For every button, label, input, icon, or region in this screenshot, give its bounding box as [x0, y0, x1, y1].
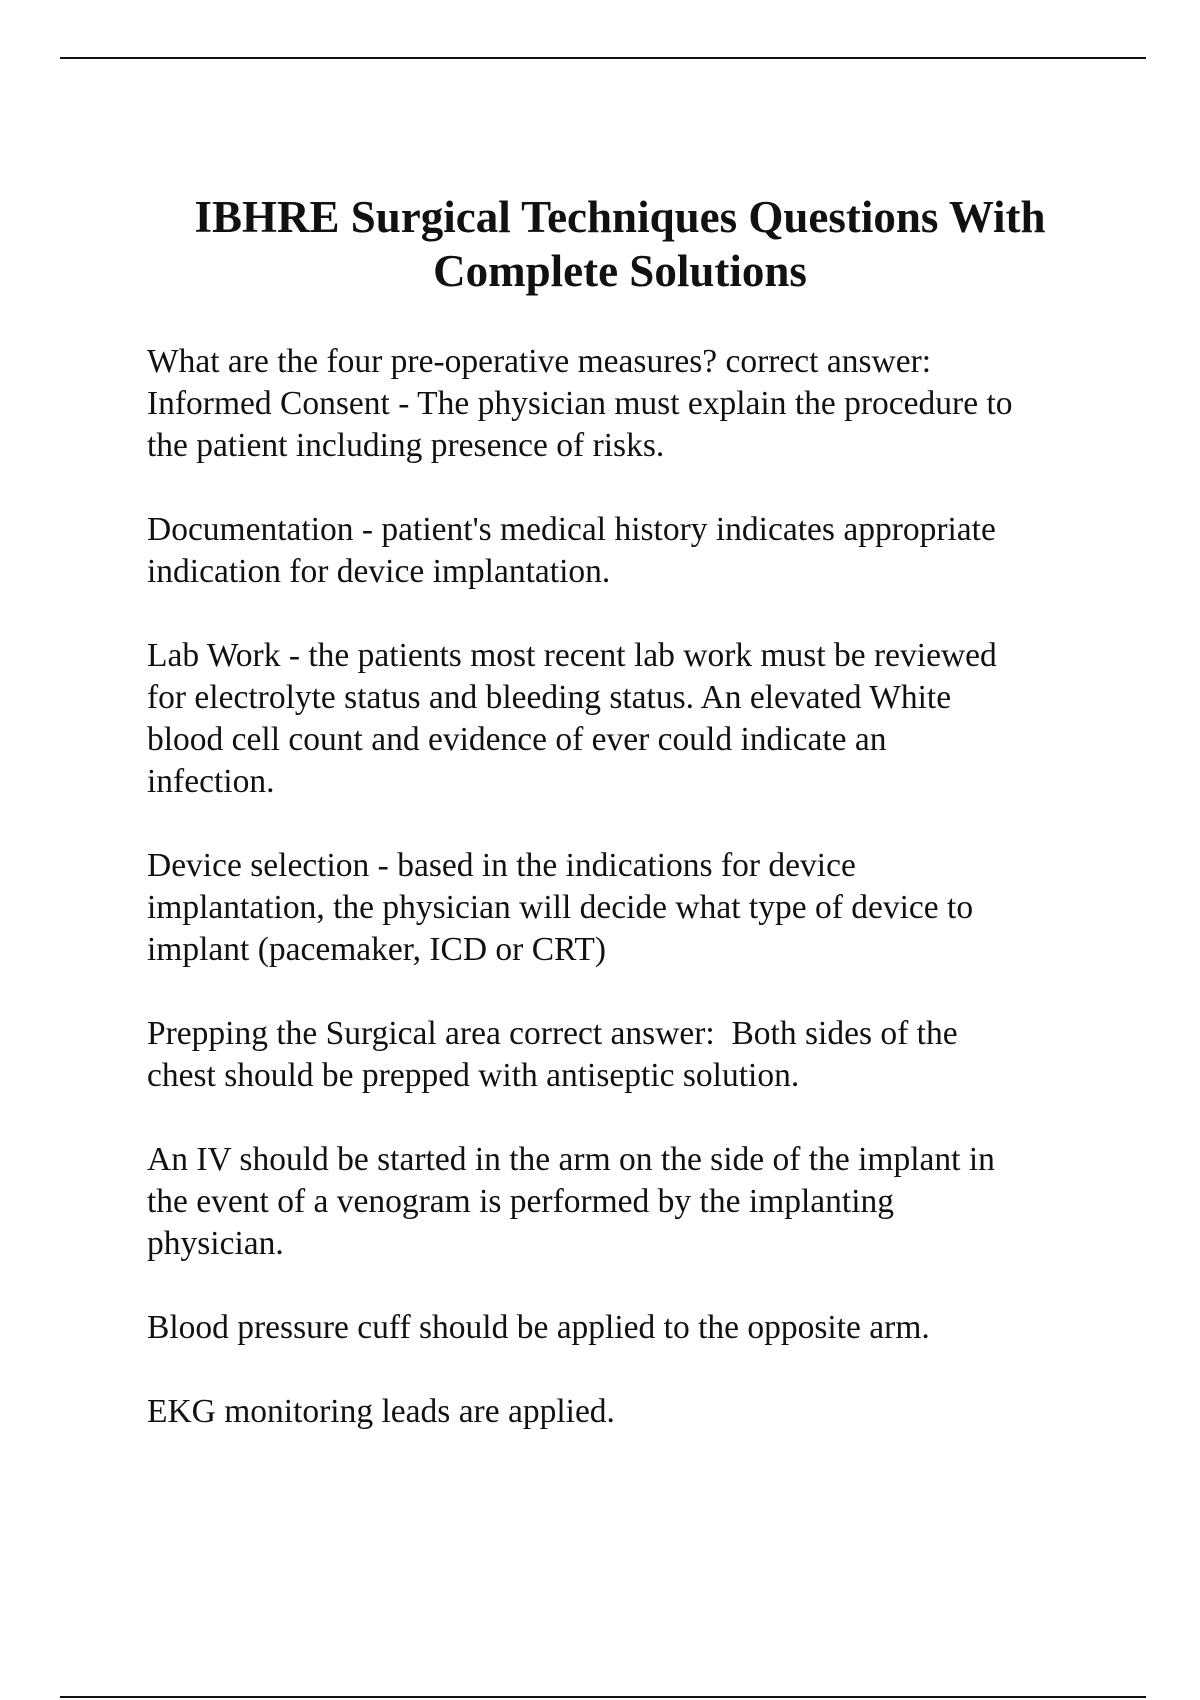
- paragraph-line: blood cell count and evidence of ever could indicate an: [147, 721, 887, 758]
- paragraph-line: infection.: [147, 763, 275, 800]
- paragraph-line: Blood pressure cuff should be applied to the opposite arm.: [147, 1309, 930, 1346]
- paragraph: [147, 341, 1147, 467]
- title-line: Complete Solutions: [433, 246, 807, 296]
- header-rule: [60, 57, 1146, 59]
- paragraph-line: physician.: [147, 1225, 284, 1262]
- footer-rule: [60, 1696, 1146, 1698]
- title-line: IBHRE Surgical Techniques Questions With: [194, 192, 1046, 242]
- paragraph-line: implantation, the physician will decide what type of device to: [147, 889, 974, 926]
- paragraph-line: implant (pacemaker, ICD or CRT): [147, 931, 606, 968]
- paragraph-line: Documentation - patient's medical history indicates appropriate: [147, 511, 996, 548]
- paragraph: [147, 635, 1147, 803]
- paragraph-line: What are the four pre-operative measures? correct answer:: [147, 343, 932, 380]
- paragraph: [147, 1307, 1147, 1349]
- paragraph-line: Prepping the Surgical area correct answer: Both sides of the: [147, 1015, 958, 1052]
- paragraph: [147, 509, 1147, 593]
- paragraph: [147, 1139, 1147, 1265]
- paragraph: [147, 1013, 1147, 1097]
- paragraph-line: the event of a venogram is performed by the implanting: [147, 1183, 895, 1220]
- paragraph-line: chest should be prepped with antiseptic solution.: [147, 1057, 800, 1094]
- paragraph-line: indication for device implantation.: [147, 553, 611, 590]
- paragraph-line: the patient including presence of risks.: [147, 427, 665, 464]
- document-title: [60, 190, 1180, 298]
- paragraph-line: Lab Work - the patients most recent lab work must be reviewed: [147, 637, 997, 674]
- paragraph-line: Informed Consent - The physician must explain the procedure to: [147, 385, 1013, 422]
- paragraph-line: An IV should be started in the arm on the side of the implant in: [147, 1141, 995, 1178]
- paragraph-line: EKG monitoring leads are applied.: [147, 1393, 615, 1430]
- paragraph-line: Device selection - based in the indications for device: [147, 847, 856, 884]
- paragraph: [147, 845, 1147, 971]
- paragraph-line: for electrolyte status and bleeding status. An elevated White: [147, 679, 952, 716]
- document-body: [147, 341, 1147, 1475]
- paragraph: [147, 1391, 1147, 1433]
